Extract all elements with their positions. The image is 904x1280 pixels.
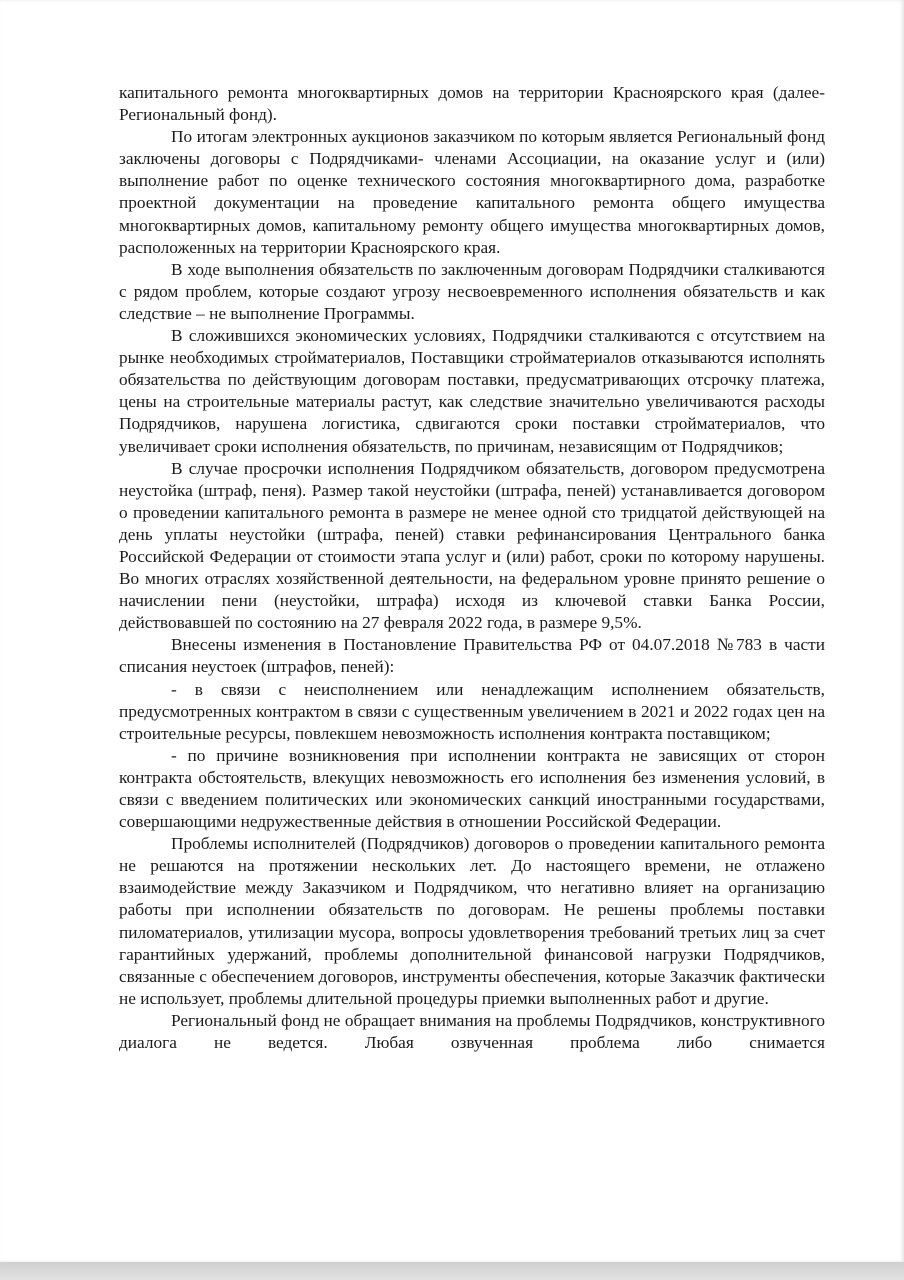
list-item-price-increase: - в связи с неисполнением или ненадлежащим исполнением обязательств, предусмотренных контрактом в связи с существенным увеличением в 2021 и 2022 годах цен на строительные ресурсы, повлекшем невозможность исполнения контракта поставщиком; [119,679,825,743]
list-item-sanctions: - по причине возникновения при исполнении контракта не зависящих от сторон контракта обстоятельств, влекущих невозможность его исполнения без изменения условий, в связи с введением политических или экономических санкций иностранными государствами, совершающими недружественные действия в отношении Российской Федерации. [119,745,825,832]
paragraph-auctions: По итогам электронных аукционов заказчиком по которым является Региональный фонд заключены договоры с Подрядчиками- членами Ассоциации, на оказание услуг и (или) выполнение работ по оценке технического состояния многоквартирного дома, разработке проектной документации на проведение капитального ремонта общего имущества многоквартирных домов, капитальному ремонту общего имущества многоквартирных домов, расположенных на территории Красноярского края. [119,127,825,257]
paragraph-obligations: В ходе выполнения обязательств по заключенным договорам Подрядчики сталкиваются с рядом проблем, которые создают угрозу несвоевременного исполнения обязательств и как следствие – не выполнение Программы. [119,259,825,323]
paragraph-economic-conditions: В сложившихся экономических условиях, Подрядчики сталкиваются с отсутствием на рынке необходимых стройматериалов, Поставщики стройматериалов отказываются исполнять обязательства по действующим договорам поставки, предусматривающих отсрочку платежа, цены на строительные материалы растут, как следствие значительно увеличиваются расходы Подрядчиков, нарушена логистика, сдвигаются сроки поставки стройматериалов, что увеличивает сроки исполнения обязательств, по причинам, независящим от Подрядчиков; [119,326,825,456]
paragraph-regional-fund: Региональный фонд не обращает внимания на проблемы Подрядчиков, конструктивного диалога не ведется. Любая озвученная проблема либо снимается [119,1010,825,1053]
page-bottom-edge [0,1262,904,1280]
paragraph-resolution-changes: Внесены изменения в Постановление Правительства РФ от 04.07.2018 №783 в части списания неустоек (штрафов, пеней): [119,635,825,677]
paragraph-continuation: капитального ремонта многоквартирных домов на территории Красноярского края (далее- Региональный фонд). [119,83,825,125]
paragraph-contractor-problems: Проблемы исполнителей (Подрядчиков) договоров о проведении капитального ремонта не решаются на протяжении нескольких лет. До настоящего времени, не отлажено взаимодействие между Заказчиком и Подрядчиком, что негативно влияет на организацию работы при исполнении обязательств по договорам. Не решены проблемы поставки пиломатериалов, утилизации мусора, вопросы удовлетворения требований третьих лиц за счет гарантийных удержаний, проблемы дополнительной финансовой нагрузки Подрядчиков, связанные с обеспечением договоров, инструменты обеспечения, которые Заказчик фактически не использует, проблемы длительной процедуры приемки выполненных работ и другие. [119,834,825,1008]
paragraph-penalty: В случае просрочки исполнения Подрядчиком обязательств, договором предусмотрена неустойка (штраф, пеня). Размер такой неустойки (штрафа, пеней) устанавливается договором о проведении капитального ремонта в размере не менее одной сто тридцатой действующей на день уплаты неустойки (штрафа, пеней) ставки рефинансирования Центрального банка Российской Федерации от стоимости этапа услуг и (или) работ, сроки по которому нарушены. Во многих отраслях хозяйственной деятельности, на федеральном уровне принято решение о начислении пени (неустойки, штрафа) исходя из ключевой ставки Банка России, действовавшей по состоянию на 27 февраля 2022 года, в размере 9,5%. [119,458,825,633]
document-body [119,82,825,1054]
